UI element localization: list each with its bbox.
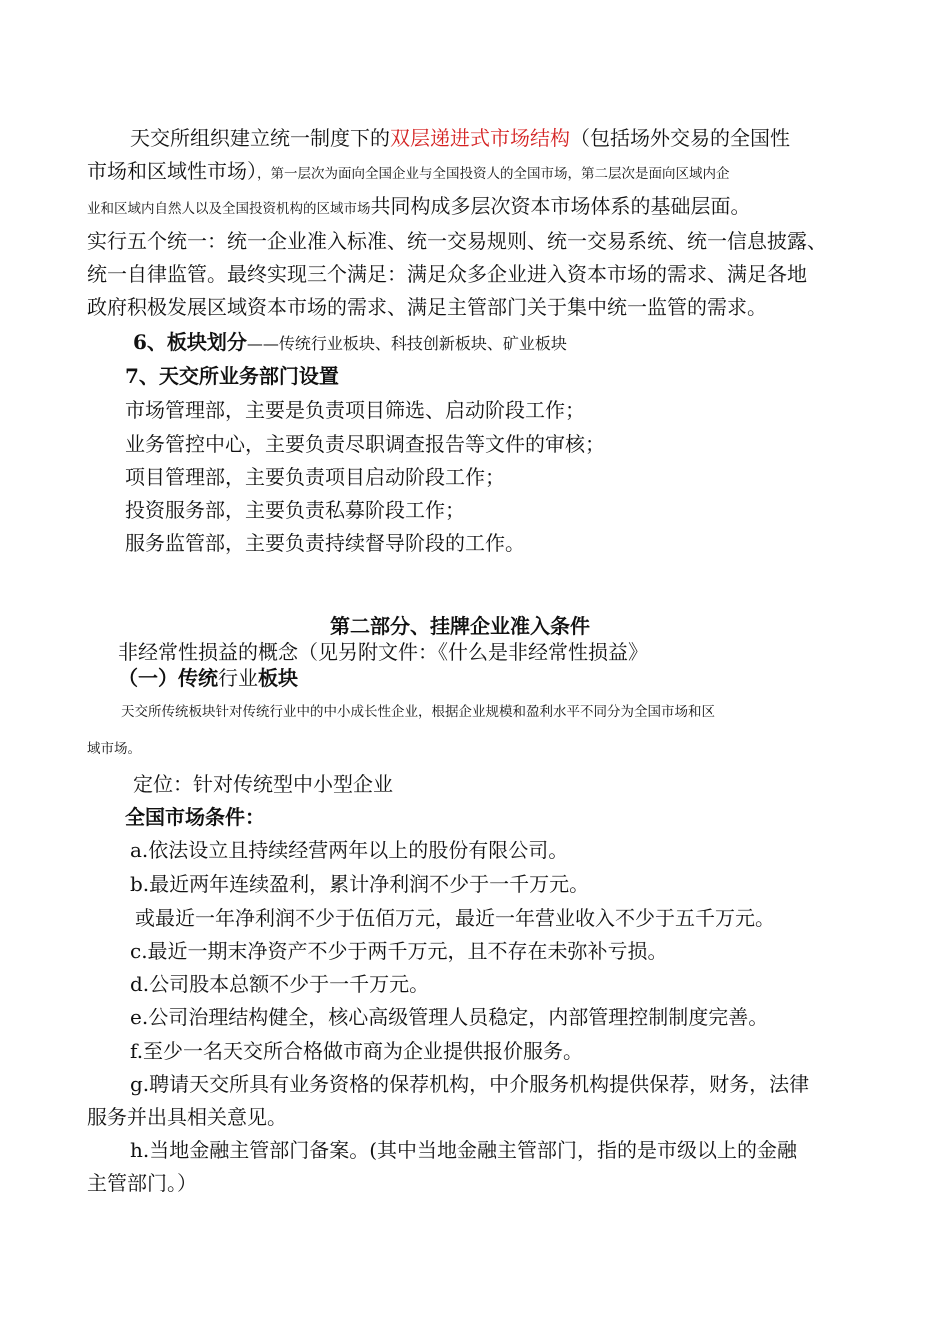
intro-line-5: 统一自律监管。最终实现三个满足：满足众多企业进入资本市场的需求、满足各地 (87, 262, 807, 286)
condition-h-line-2: 主管部门。） (87, 1171, 197, 1195)
condition-a: a.依法设立且持续经营两年以上的股份有限公司。 (130, 838, 569, 862)
traditional-desc-line-1: 天交所传统板块针对传统行业中的中小成长性企业，根据企业规模和盈利水平不同分为全国市场和区 (121, 704, 715, 720)
condition-f: f.至少一名天交所合格做市商为企业提供报价服务。 (130, 1039, 584, 1063)
intro-line-2-small: ，第一层次为面向全国企业与全国投资人的全国市场，第二层次是面向区域内企 (257, 166, 730, 182)
highlight-market-structure: 双层递进式市场结构 (390, 126, 570, 150)
intro-line-1 (130, 122, 790, 151)
section-6-text: ——传统行业板块、科技创新板块、矿业板块 (246, 334, 567, 353)
part-2-title: 第二部分、挂牌企业准入条件 (330, 614, 590, 638)
intro-line-1-b: （包括场外交易的全国性 (570, 126, 790, 150)
section-6 (133, 326, 567, 355)
condition-g-line-2: 服务并出具相关意见。 (87, 1105, 287, 1129)
condition-d: d.公司股本总额不少于一千万元。 (130, 972, 430, 996)
dept-item-3: 项目管理部，主要负责项目启动阶段工作； (125, 465, 505, 489)
dept-item-1: 市场管理部，主要是负责项目筛选、启动阶段工作； (125, 398, 585, 422)
positioning: 定位：针对传统型中小型企业 (133, 772, 393, 796)
intro-line-6: 政府积极发展区域资本市场的需求、满足主管部门关于集中统一监管的需求。 (87, 295, 767, 319)
condition-h-line-1: h.当地金融主管部门备案。(其中当地金融主管部门，指的是市级以上的金融 (130, 1138, 798, 1162)
condition-g-line-1: g.聘请天交所具有业务资格的保荐机构，中介服务机构提供保荐，财务，法律 (130, 1072, 810, 1096)
subsection-1-title (118, 662, 298, 691)
dept-item-5: 服务监管部，主要负责持续督导阶段的工作。 (125, 531, 525, 555)
nonrecurring-concept: 非经常性损益的概念（见另附文件：《什么是非经常性损益》 (118, 640, 648, 664)
intro-line-4: 实行五个统一：统一企业准入标准、统一交易规则、统一交易系统、统一信息披露、 (87, 229, 827, 253)
condition-b: b.最近两年连续盈利，累计净利润不少于一千万元。 (130, 872, 590, 896)
section-6-label: 6、板块划分 (133, 330, 247, 354)
intro-line-3 (87, 190, 751, 219)
condition-b-alt: 或最近一年净利润不少于伍佰万元，最近一年营业收入不少于五千万元。 (135, 906, 775, 930)
condition-e: e.公司治理结构健全，核心高级管理人员稳定，内部管理控制制度完善。 (130, 1005, 769, 1029)
dept-item-2: 业务管控中心，主要负责尽职调查报告等文件的审核； (125, 432, 605, 456)
dept-item-4: 投资服务部，主要负责私募阶段工作； (125, 498, 465, 522)
section-7-title: 7、天交所业务部门设置 (125, 364, 339, 388)
national-market-title: 全国市场条件： (125, 805, 265, 829)
subsection-1-a: （一）传统 (118, 666, 218, 690)
traditional-desc-line-2: 域市场。 (87, 741, 141, 757)
intro-line-2 (87, 155, 730, 184)
intro-line-2-big: 市场和区域性市场） (87, 159, 257, 183)
subsection-1-b: 行业 (218, 666, 258, 690)
intro-line-3-small: 业和区域内自然人以及全国投资机构的区域市场 (87, 201, 371, 217)
subsection-1-c: 板块 (258, 666, 298, 690)
intro-line-1-a: 天交所组织建立统一制度下的 (130, 126, 390, 150)
condition-c: c.最近一期末净资产不少于两千万元，且不存在未弥补亏损。 (130, 939, 668, 963)
intro-line-3-big: 共同构成多层次资本市场体系的基础层面。 (370, 194, 751, 218)
